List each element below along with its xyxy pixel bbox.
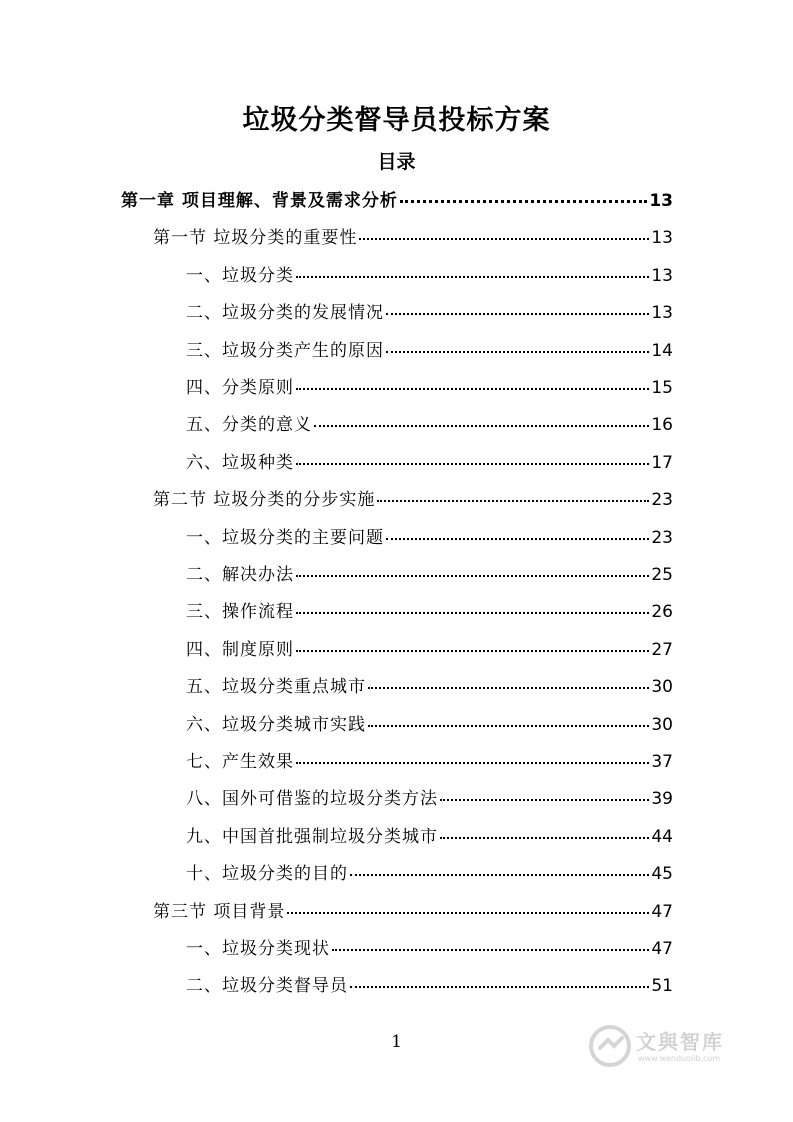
toc-leader-dots: [377, 500, 649, 502]
toc-leader-dots: [296, 612, 649, 614]
toc-leader-dots: [296, 650, 649, 652]
toc-entry[interactable]: [186, 298, 673, 326]
toc-entry[interactable]: [153, 485, 673, 513]
toc-entry[interactable]: [186, 523, 673, 551]
toc-entry-label: 一、垃圾分类: [186, 265, 294, 286]
toc-leader-dots: [400, 200, 647, 203]
toc-leader-dots: [296, 388, 649, 390]
toc-entry[interactable]: [186, 859, 673, 887]
toc-entry-page: 45: [651, 864, 673, 885]
toc-entry[interactable]: [153, 897, 673, 925]
toc-leader-dots: [368, 687, 649, 689]
toc-entry-label: 一、垃圾分类现状: [186, 939, 330, 959]
toc-entry-page: 47: [651, 939, 673, 959]
toc-leader-dots: [440, 837, 649, 839]
toc-entry-page: 27: [651, 639, 673, 660]
toc-entry-label: 二、解决办法: [186, 565, 294, 585]
toc-entry[interactable]: [186, 822, 673, 850]
document-title: 垃圾分类督导员投标方案: [242, 105, 551, 136]
toc-leader-dots: [440, 799, 649, 801]
toc-entry[interactable]: [186, 410, 673, 438]
toc-leader-dots: [359, 238, 649, 240]
toc-entry-label: 六、垃圾种类: [186, 452, 294, 473]
toc-entry[interactable]: [186, 448, 673, 476]
toc-leader-dots: [332, 949, 649, 951]
toc-entry-page: 44: [651, 826, 673, 847]
toc-entry[interactable]: [186, 597, 673, 625]
toc-entry[interactable]: [121, 186, 673, 214]
toc-entry-page: 17: [651, 452, 673, 473]
toc-entry-label: 第三节 项目背景: [153, 901, 286, 922]
toc-entry-label: 二、垃圾分类督导员: [186, 976, 348, 997]
toc-entry-label: 第二节 垃圾分类的分步实施: [153, 490, 376, 511]
toc-entry-page: 47: [651, 901, 673, 922]
toc-entry-page: 15: [651, 378, 673, 398]
toc-entry-page: 30: [651, 714, 673, 735]
toc-entry[interactable]: [186, 710, 673, 738]
toc-entry[interactable]: [186, 261, 673, 289]
wenku-logo-icon: [588, 1024, 632, 1068]
toc-entry-label: 一、垃圾分类的主要问题: [186, 527, 384, 548]
toc-entry-page: 23: [651, 490, 673, 511]
toc-entry[interactable]: [186, 971, 673, 999]
toc-leader-dots: [386, 313, 649, 315]
toc-entry[interactable]: [186, 672, 673, 700]
toc-entry-page: 13: [651, 303, 673, 324]
toc-leader-dots: [296, 463, 649, 465]
toc-entry-label: 七、产生效果: [186, 752, 294, 772]
toc-entry-page: 23: [651, 527, 673, 548]
toc-leader-dots: [296, 575, 649, 577]
toc-leader-dots: [350, 986, 649, 988]
toc-entry[interactable]: [186, 635, 673, 663]
toc-entry[interactable]: [153, 223, 673, 251]
toc-entry[interactable]: [186, 373, 673, 401]
toc-entry-label: 三、操作流程: [186, 602, 294, 623]
toc-entry[interactable]: [186, 336, 673, 364]
toc-entry-label: 六、垃圾分类城市实践: [186, 714, 366, 735]
toc-entry-page: 26: [651, 602, 673, 623]
toc-entry[interactable]: [186, 747, 673, 775]
toc-entry-label: 五、垃圾分类重点城市: [186, 677, 366, 698]
toc-entry-page: 37: [651, 752, 673, 772]
toc-entry[interactable]: [186, 784, 673, 812]
toc-entry-page: 51: [651, 976, 673, 997]
toc-entry-page: 13: [649, 191, 673, 211]
toc-entry[interactable]: [186, 934, 673, 962]
toc-leader-dots: [296, 762, 649, 764]
watermark-url: www.wenduolib.com: [638, 1054, 721, 1063]
toc-entry-page: 13: [651, 265, 673, 286]
toc-entry-page: 14: [651, 340, 673, 361]
toc-leader-dots: [296, 276, 649, 278]
toc-entry-label: 十、垃圾分类的目的: [186, 864, 348, 885]
toc-entry-label: 第一章 项目理解、背景及需求分析: [121, 191, 398, 211]
toc-entry-page: 13: [651, 228, 673, 249]
toc-leader-dots: [314, 425, 649, 427]
toc-leader-dots: [386, 538, 649, 540]
toc-entry-page: 30: [651, 677, 673, 698]
toc-heading: 目录: [377, 151, 416, 173]
watermark-text: 文與智库: [636, 1030, 724, 1054]
toc-entry-page: 39: [651, 789, 673, 810]
toc-entry-page: 25: [651, 565, 673, 585]
page-number: 1: [391, 1032, 402, 1052]
toc-entry-label: 八、国外可借鉴的垃圾分类方法: [186, 789, 438, 810]
watermark: [588, 1018, 778, 1078]
toc-entry-label: 二、垃圾分类的发展情况: [186, 303, 384, 324]
toc-leader-dots: [350, 874, 649, 876]
toc-entry-label: 三、垃圾分类产生的原因: [186, 340, 384, 361]
toc-leader-dots: [386, 351, 649, 353]
toc-entry-label: 五、分类的意义: [186, 415, 312, 436]
toc-entry-label: 四、制度原则: [186, 639, 294, 660]
toc-leader-dots: [368, 725, 649, 727]
toc-entry[interactable]: [186, 560, 673, 588]
toc-entry-label: 九、中国首批强制垃圾分类城市: [186, 826, 438, 847]
toc-entry-label: 四、分类原则: [186, 378, 294, 398]
toc-entry-label: 第一节 垃圾分类的重要性: [153, 228, 358, 249]
toc-entry-page: 16: [651, 415, 673, 436]
toc-leader-dots: [287, 912, 649, 914]
